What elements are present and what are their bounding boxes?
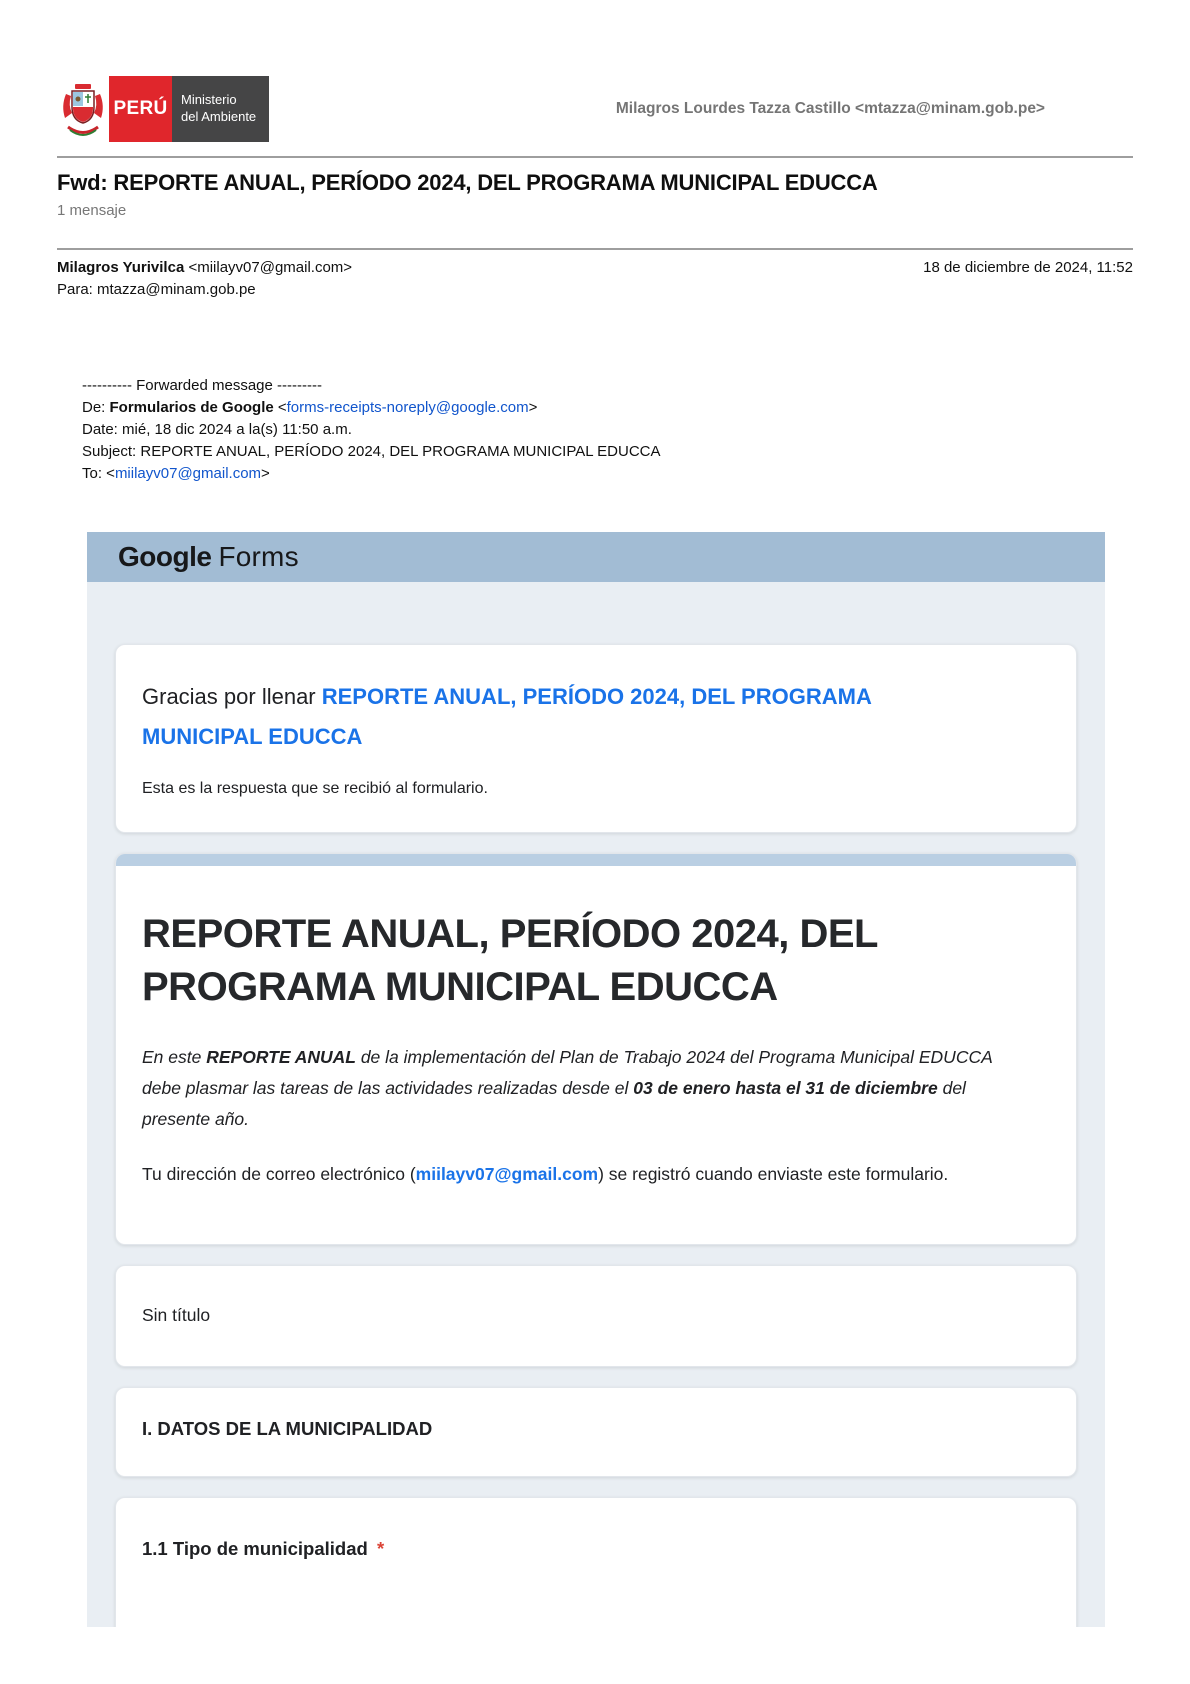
untitled-section-card: Sin título [115, 1265, 1077, 1367]
ministry-logo-label [172, 76, 269, 142]
form-title: REPORTE ANUAL, PERÍODO 2024, DEL PROGRAMA MUNICIPAL EDUCCA [142, 912, 878, 1009]
forwarded-from-line [82, 397, 1190, 419]
header-divider-bottom [57, 248, 1133, 250]
google-forms-body [87, 582, 1105, 1627]
response-card [115, 853, 1077, 1245]
sender-address: <miilayv07@gmail.com> [184, 259, 353, 276]
thanks-message [142, 677, 962, 756]
form-description [142, 1042, 997, 1135]
sender-row [57, 259, 1133, 277]
email-note-prefix: Tu dirección de correo electrónico ( [142, 1164, 416, 1185]
to-label: To: < [82, 465, 115, 482]
desc-segment: de la implementación del Plan de Trabajo 2024 del Programa Municipal EDUCCA debe plasmar las tareas de las actividades realizadas desde el [142, 1046, 993, 1098]
google-forms-receipt [87, 532, 1105, 1627]
registered-email-note [142, 1159, 997, 1190]
thanks-note: Esta es la respuesta que se recibió al formulario. [142, 780, 488, 798]
forwarded-divider: ---------- Forwarded message --------- [82, 377, 322, 394]
desc-segment: En este [142, 1046, 207, 1067]
recipient-line: Para: mtazza@minam.gob.pe [57, 281, 256, 298]
question-1-1-card [115, 1497, 1077, 1627]
section1-card: I. DATOS DE LA MUNICIPALIDAD [115, 1387, 1077, 1477]
email-note-suffix: ) se registró cuando enviaste este formulario. [598, 1164, 949, 1185]
sender-identity [57, 259, 352, 277]
from-label: De: [82, 399, 110, 416]
peru-logo-label: PERÚ [109, 76, 172, 142]
forms-wordmark: Forms [218, 541, 299, 572]
desc-segment-bold: 03 de enero hasta el 31 de diciembre [633, 1077, 938, 1098]
email-date: 18 de diciembre de 2024, 11:52 [923, 259, 1133, 276]
thanks-prefix: Gracias por llenar [142, 684, 322, 709]
desc-segment-bold: REPORTE ANUAL [206, 1046, 356, 1067]
forwarded-message-block [82, 375, 1190, 485]
desc-segment: del presente año. [142, 1077, 966, 1130]
minam-logo [57, 76, 269, 142]
to-email-link[interactable]: miilayv07@gmail.com [114, 465, 262, 482]
peru-coat-of-arms-box [57, 76, 109, 142]
card-accent-band [116, 854, 1076, 866]
google-forms-logo [118, 541, 299, 573]
form-title-link[interactable]: REPORTE ANUAL, PERÍODO 2024, DEL PROGRAMA MUNICIPAL EDUCCA [142, 684, 872, 749]
from-email-link[interactable]: forms-receipts-noreply@google.com [286, 399, 529, 416]
peru-coat-of-arms-icon [58, 78, 108, 140]
forwarded-subject-line: Subject: REPORTE ANUAL, PERÍODO 2024, DEL PROGRAMA MUNICIPAL EDUCCA [82, 443, 661, 460]
from-close-bracket: > [528, 399, 538, 416]
response-card-content [116, 866, 1076, 1244]
account-owner: Milagros Lourdes Tazza Castillo <mtazza@minam.gob.pe> [615, 100, 1045, 117]
question-1-1-label: 1.1 Tipo de municipalidad [142, 1537, 373, 1559]
from-open-bracket: < [273, 399, 287, 416]
google-forms-header-bar [87, 532, 1105, 582]
ministry-line2: del Ambiente [181, 109, 257, 124]
email-subject-title: Fwd: REPORTE ANUAL, PERÍODO 2024, DEL PROGRAMA MUNICIPAL EDUCCA [57, 170, 878, 195]
sender-name: Milagros Yurivilca [57, 259, 185, 276]
registered-email-link[interactable]: miilayv07@gmail.com [415, 1164, 599, 1185]
google-wordmark: Google [118, 541, 212, 572]
message-count: 1 mensaje [57, 202, 127, 219]
required-asterisk: * [376, 1537, 385, 1559]
forwarded-to-line [82, 463, 1190, 485]
forwarded-date-line: Date: mié, 18 dic 2024 a la(s) 11:50 a.m. [82, 421, 352, 438]
header-top-row [57, 76, 1133, 142]
email-header [0, 0, 1190, 299]
from-name: Formularios de Google [109, 399, 274, 416]
to-close-bracket: > [261, 465, 270, 482]
ministry-line1: Ministerio [181, 92, 237, 108]
thanks-card [115, 644, 1077, 833]
header-divider-top [57, 156, 1133, 158]
